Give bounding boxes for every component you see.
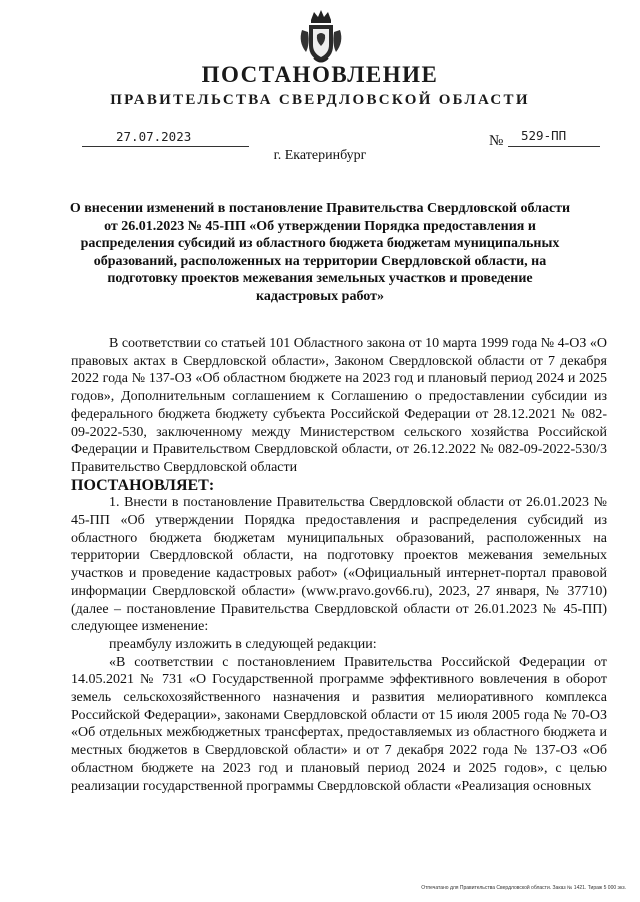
number-sign: № <box>489 133 504 149</box>
number-underline <box>508 146 600 147</box>
resolves-label: ПОСТАНОВЛЯЕТ: <box>71 476 215 494</box>
place-of-issue: г. Екатеринбург <box>273 148 367 163</box>
paragraph-3: «В соответствии с постановлением Правительства Российской Федерации от 14.05.2021 № 731 «О Государственной программе эффективного вовлечения в оборот земель сельскохозяйственного назначения и развития мелиоративного комплекса Российской Федерации», законами Свердловской области от 15 июля 2005 года № 70-ОЗ «Об отдельных межбюджетных трансфертах, предоставляемых из областного бюджета и местных бюджетов в Свердловской области» и от 7 декабря 2022 года № 137-ОЗ «Об областном бюджете на 2023 год и плановый период 2024 и 2025 годов», с целью реализации государственной программы Свердловской области «Реализация основных <box>71 654 607 794</box>
paragraph-1: 1. Внести в постановление Правительства Свердловской области от 26.01.2023 № 45-ПП «Об утверждении Порядка предоставления и распределения субсидий из областного бюджета бюджетам муниципальных образований, расположенных на территории Свердловской области, на подготовку проектов межевания земельных участков и проведение кадастровых работ» («Официальный интернет-портал правовой информации Свердловской области» (www.pravo.gov66.ru), 2023, 27 января, № 37710) (далее – постановление Правительства Свердловской области от 26.01.2023 № 45-ПП) следующее изменение: <box>71 495 607 635</box>
paragraph-2: преамбулу изложить в следующей редакции: <box>109 636 377 652</box>
coat-of-arms-icon <box>296 8 346 66</box>
intro-paragraph: В соответствии со статьей 101 Областного закона от 10 марта 1999 года № 4-ОЗ «О правовых актах в Свердловской области», Законом Свердловской области от 7 декабря 2022 года № 137-ОЗ «Об областном бюджете на 2023 год и плановый период 2024 и 2025 годов», Дополнительным соглашением к Соглашению о предоставлении субсидии из федерального бюджета бюджету субъекта Российской Федерации от 28.12.2021 № 082-09-2022-530, заключенному между Министерством сельского хозяйства Российской Федерации и Правительством Свердловской области, от 26.12.2022 № 082-09-2022-530/3 Правительство Свердловской области <box>71 336 607 475</box>
document-number: 529-ПП <box>521 128 567 143</box>
issuer-title: ПРАВИТЕЛЬСТВА СВЕРДЛОВСКОЙ ОБЛАСТИ <box>110 92 530 108</box>
document-date: 27.07.2023 <box>116 129 192 144</box>
resolution-heading: О внесении изменений в постановление Правительства Свердловской области от 26.01.2023 № 45-ПП «Об утверждении Порядка предоставления и распределения субсидий из областного бюджета бюджетам муниципальных образований, расположенных на территории Свердловской области, на подготовку проектов межевания земельных участков и проведение кадастровых работ» <box>69 201 571 304</box>
document-body <box>71 335 607 795</box>
print-footer: Отпечатано для Правительства Свердловской области. Заказ № 1421. Тираж 5 000 экз. <box>421 885 626 891</box>
date-underline <box>82 146 249 147</box>
document-type-title: ПОСТАНОВЛЕНИЕ <box>201 62 439 87</box>
